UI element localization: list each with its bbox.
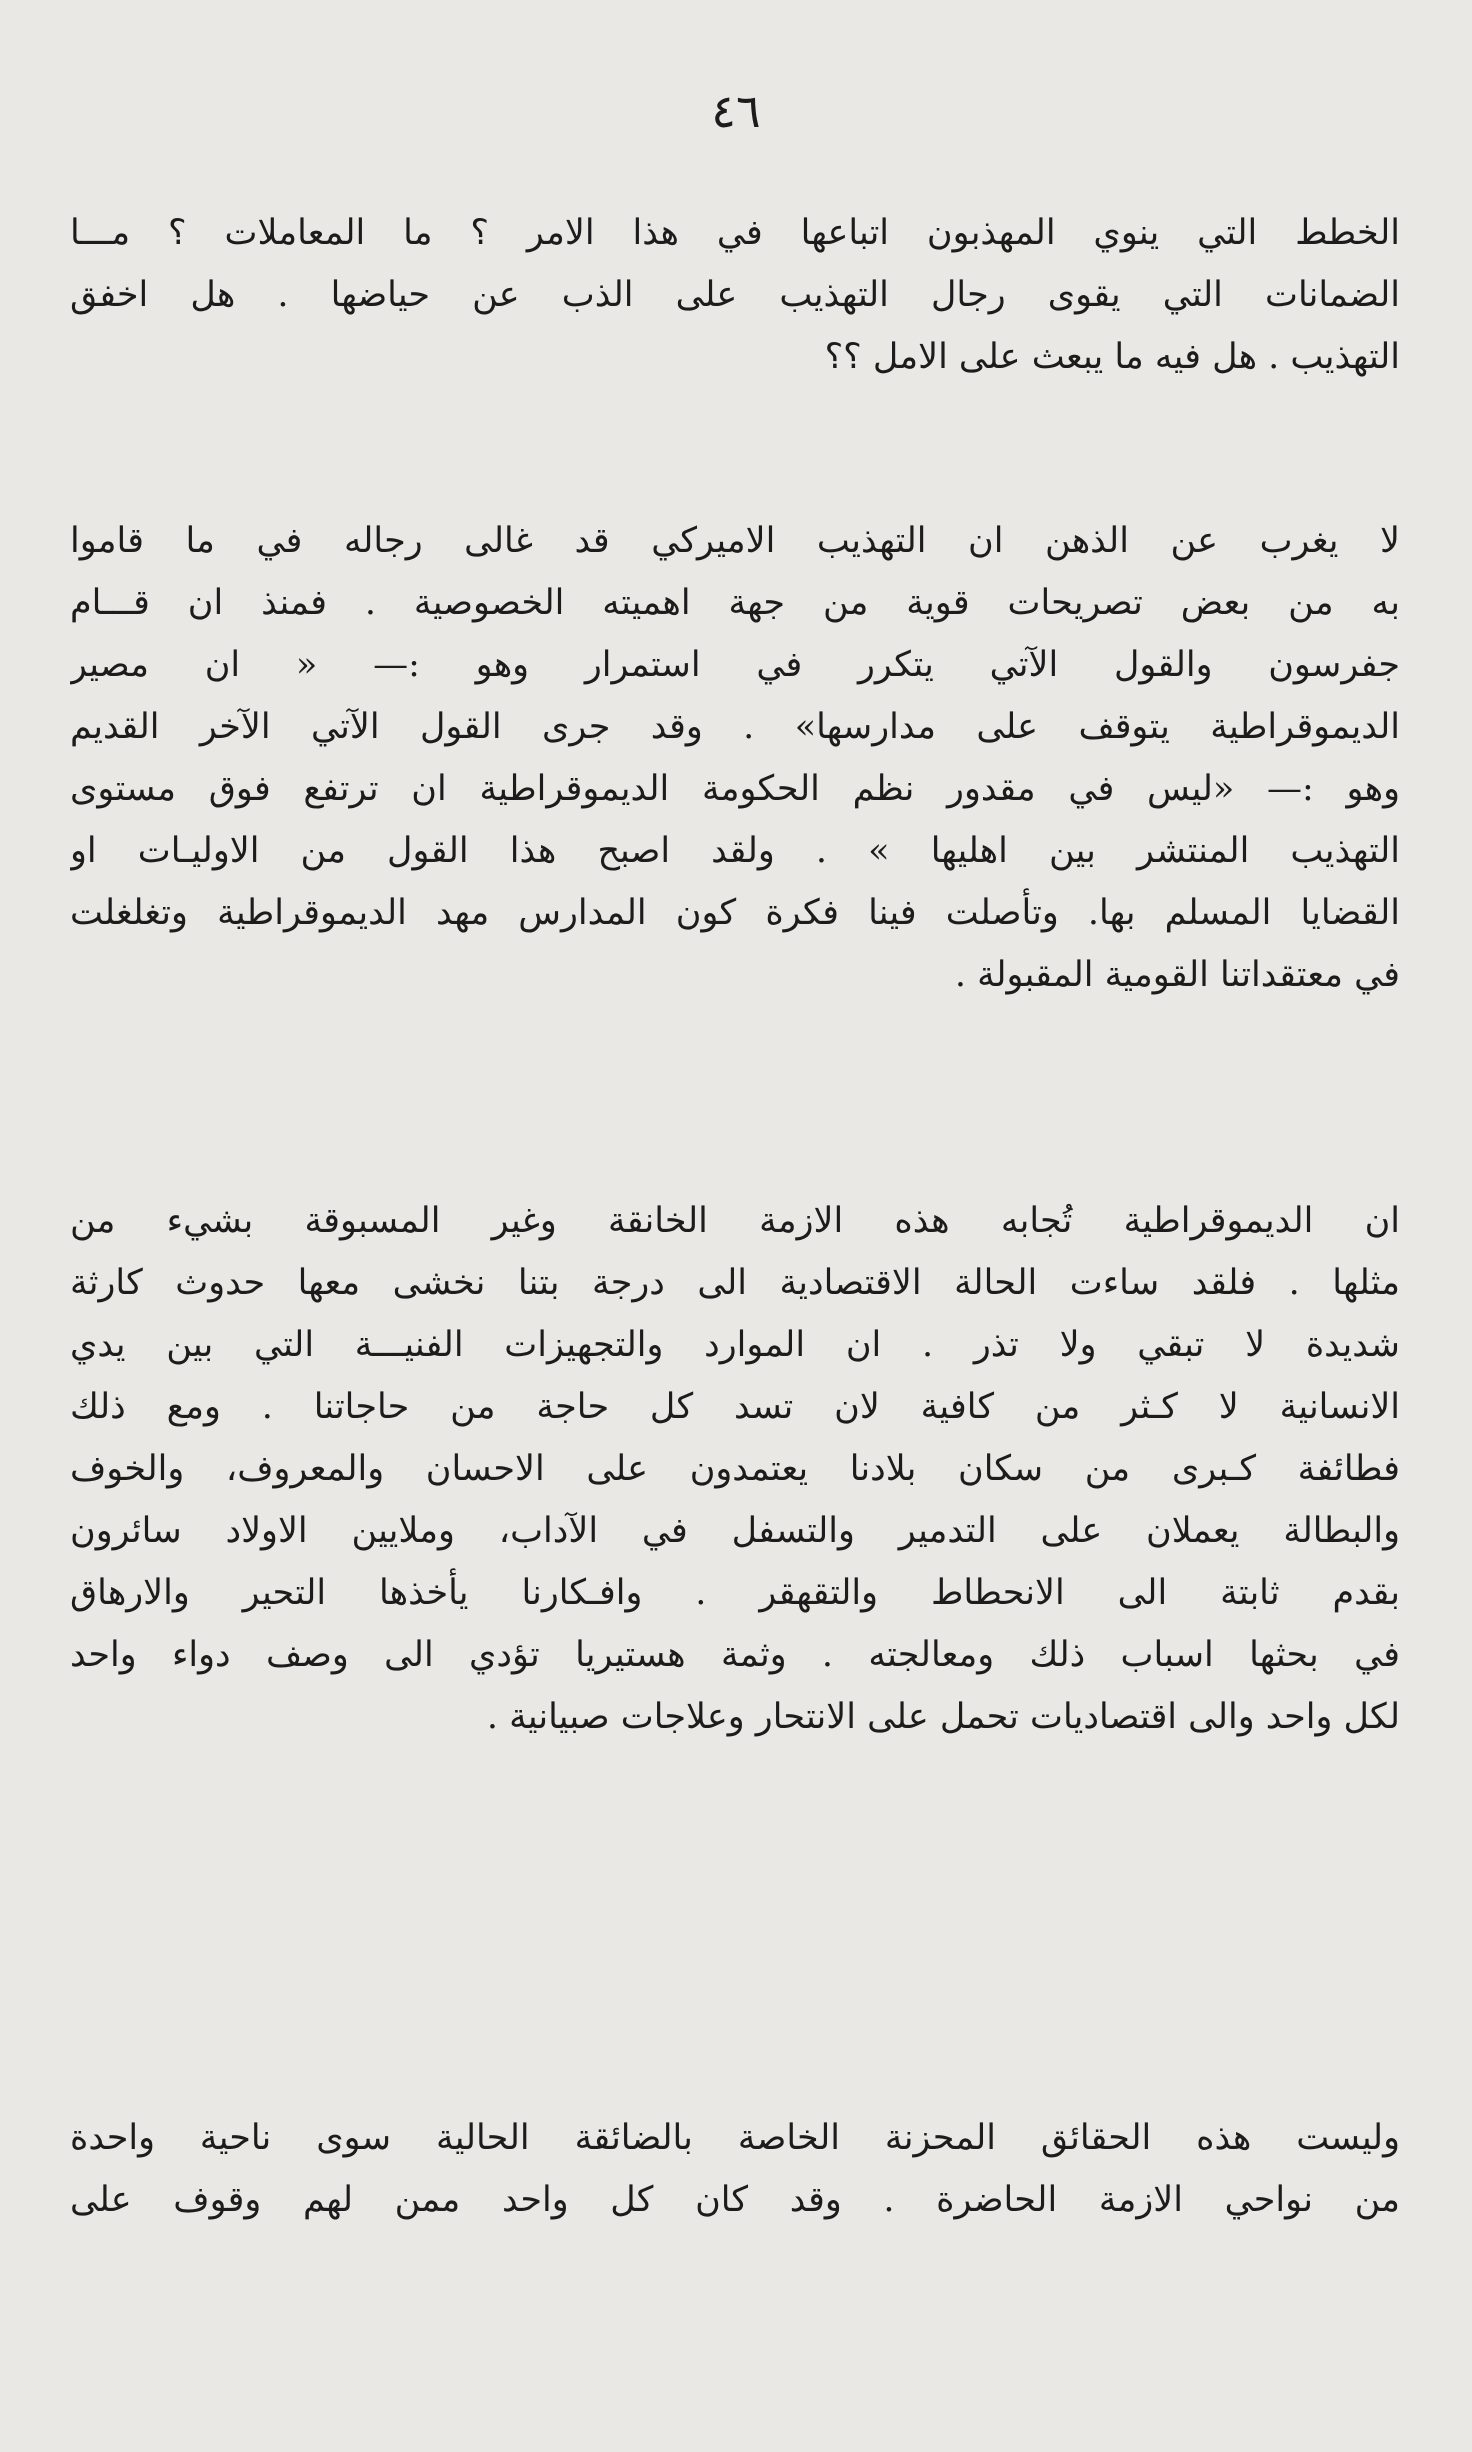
text-line: الديموقراطية يتوقف على مدارسها» . وقد جرى القول الآتي الآخر القديم (70, 707, 1400, 747)
text-line: في بحثها اسباب ذلك ومعالجته . وثمة هستيريا تؤدي الى وصف دواء واحد (70, 1635, 1400, 1675)
text-line: لكل واحد والى اقتصاديات تحمل على الانتحار وعلاجات صبيانية . (486, 1697, 1400, 1737)
text-line: لا يغرب عن الذهن ان التهذيب الاميركي قد غالى رجاله في ما قاموا (70, 521, 1400, 561)
page-number: ٤٦ (711, 84, 761, 138)
text-line: وهو :— «ليس في مقدور نظم الحكومة الديموقراطية ان ترتفع فوق مستوى (70, 769, 1400, 809)
text-line: مثلها . فلقد ساءت الحالة الاقتصادية الى درجة بتنا نخشى معها حدوث كارثة (70, 1263, 1400, 1303)
text-line: شديدة لا تبقي ولا تذر . ان الموارد والتجهيزات الفنيـــة التي بين يدي (70, 1325, 1400, 1365)
paragraph-2 (70, 510, 1400, 1006)
text-line: الانسانية لا كـثر من كافية لان تسد كل حاجة من حاجاتنا . ومع ذلك (70, 1387, 1400, 1427)
text-line: جفرسون والقول الآتي يتكرر في استمرار وهو :— « ان مصير (70, 645, 1400, 685)
paragraph-4 (70, 2107, 1400, 2231)
text-line: في معتقداتنا القومية المقبولة . (954, 955, 1400, 995)
paragraph-3 (70, 1190, 1400, 1748)
paragraph-1 (70, 202, 1400, 388)
text-line: التهذيب . هل فيه ما يبعث على الامل ؟؟ (824, 337, 1400, 377)
text-line: به من بعض تصريحات قوية من جهة اهميته الخصوصية . فمنذ ان قـــام (70, 583, 1400, 623)
text-line: الضمانات التي يقوى رجال التهذيب على الذب عن حياضها . هل اخفق (70, 275, 1400, 315)
text-line: من نواحي الازمة الحاضرة . وقد كان كل واحد ممن لهم وقوف على (70, 2180, 1400, 2220)
text-line: والبطالة يعملان على التدمير والتسفل في الآداب، وملايين الاولاد سائرون (70, 1511, 1400, 1551)
text-line: التهذيب المنتشر بين اهليها » . ولقد اصبح هذا القول من الاوليـات او (70, 831, 1400, 871)
text-line: ان الديموقراطية تُجابه هذه الازمة الخانقة وغير المسبوقة بشيء من (70, 1201, 1400, 1241)
text-line: فطائفة كـبرى من سكان بلادنا يعتمدون على الاحسان والمعروف، والخوف (70, 1449, 1400, 1489)
text-line: بقدم ثابتة الى الانحطاط والتقهقر . وافـكارنا يأخذها التحير والارهاق (70, 1573, 1400, 1613)
text-line: وليست هذه الحقائق المحزنة الخاصة بالضائقة الحالية سوى ناحية واحدة (70, 2118, 1400, 2158)
text-line: الخطط التي ينوي المهذبون اتباعها في هذا الامر ؟ ما المعاملات ؟ مـــا (70, 213, 1400, 253)
text-line: القضايا المسلم بها. وتأصلت فينا فكرة كون المدارس مهد الديموقراطية وتغلغلت (70, 893, 1400, 933)
